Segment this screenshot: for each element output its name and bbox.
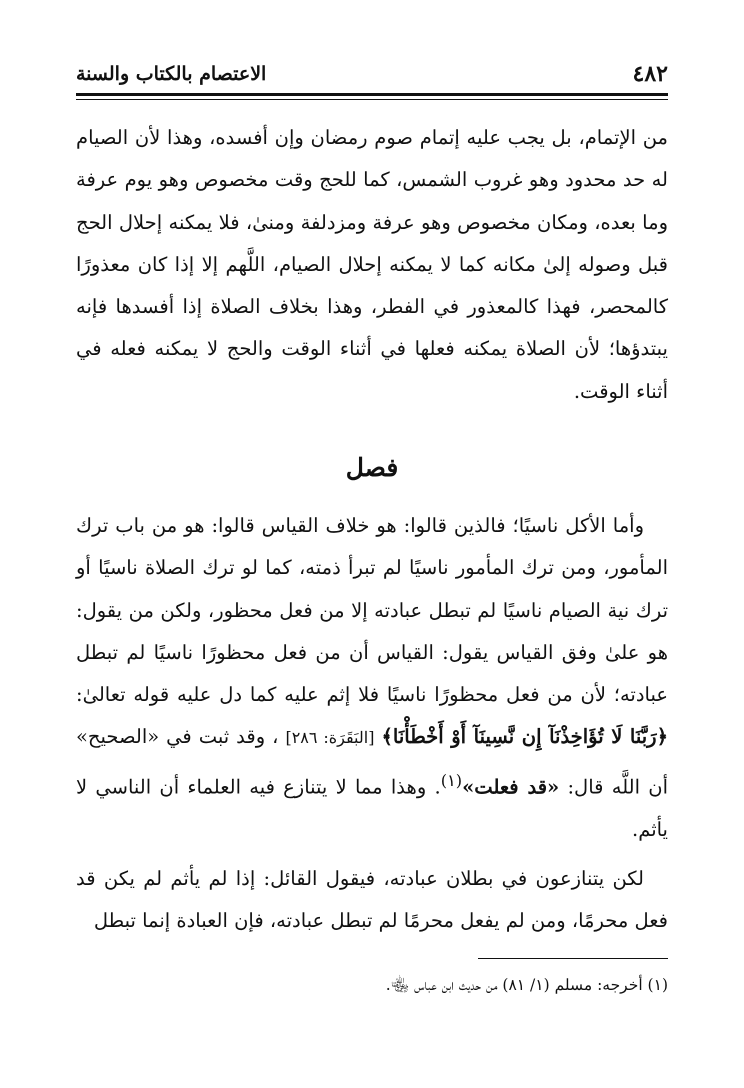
hadith-quote: «قد فعلت» xyxy=(462,775,560,799)
footnote-marker: (١) xyxy=(440,770,463,790)
paragraph-3: لكن يتنازعون في بطلان عبادته، فيقول القائل: إذا لم يأثم لم يكن قد فعل محرمًا، ومن لم يفعل محرمًا لم تبطل عبادته، فإن العبادة إنما تبطل xyxy=(76,867,668,933)
page-header xyxy=(76,58,668,90)
header-rule-thin xyxy=(76,99,668,100)
section-heading: فصل xyxy=(345,453,399,482)
footnote: (١) أخرجه: مسلم (١/ ٨١) من حديث ابن عباس ﵄. xyxy=(385,976,668,994)
paragraph-2-text-b: ، وقد ثبت في «الصحيح» أن اللَّه قال: xyxy=(76,725,668,799)
verse-reference: [البَقَرَة: ٢٨٦] xyxy=(285,728,375,748)
paragraph-2-text-c: . وهذا مما لا يتنازع فيه العلماء أن الناسي لا يأثم. xyxy=(76,775,668,841)
paragraph-2 xyxy=(76,505,668,851)
paragraph-2-text-a: وأما الأكل ناسيًا؛ فالذين قالوا: هو خلاف القياس قالوا: هو من باب ترك المأمور، ومن ترك المأمور ناسيًا لم تبرأ ذمته، كما لو ترك الصلاة ناسيًا أو ترك نية الصيام ناسيًا لم تبطل عبادته إلا من فعل محظور، ولكن من يقول: هو علىٰ وفق القياس يقول: القياس أن من فعل محظورًا ناسيًا لم تبطل عبادته؛ لأن من فعل محظورًا ناسيًا فلا إثم عليه كما دل عليه قوله تعالىٰ: xyxy=(76,514,668,707)
header-rule-thick xyxy=(76,93,668,96)
footnote-rule xyxy=(478,958,668,959)
paragraph-1: من الإتمام، بل يجب عليه إتمام صوم رمضان وإن أفسده، وهذا لأن الصيام له حد محدود وهو غروب الشمس، كما للحج وقت مخصوص وهو يوم عرفة وما بعده، ومكان مخصوص وهو عرفة ومزدلفة ومنىٰ، فلا يمكنه إحلال الحج قبل وصوله إلىٰ مكانه كما لا يمكنه إحلال الصيام، اللَّهم إلا إذا كان معذورًا كالمحصر، فهذا كالمعذور في الفطر، وهذا بخلاف الصلاة إذا أفسدها فإنه يبتدؤها؛ لأن الصلاة يمكنه فعلها في أثناء الوقت والحج لا يمكنه فعله في أثناء الوقت. xyxy=(76,126,668,403)
running-title: الاعتصام بالكتاب والسنة xyxy=(76,63,267,85)
quran-verse: ﴿رَبَّنَا لَا تُؤَاخِذْنَآ إِن نَّسِينَآ أَوْ أَخْطَأْنَا﴾ xyxy=(381,725,669,749)
page-number: ٤٨٢ xyxy=(632,61,668,87)
